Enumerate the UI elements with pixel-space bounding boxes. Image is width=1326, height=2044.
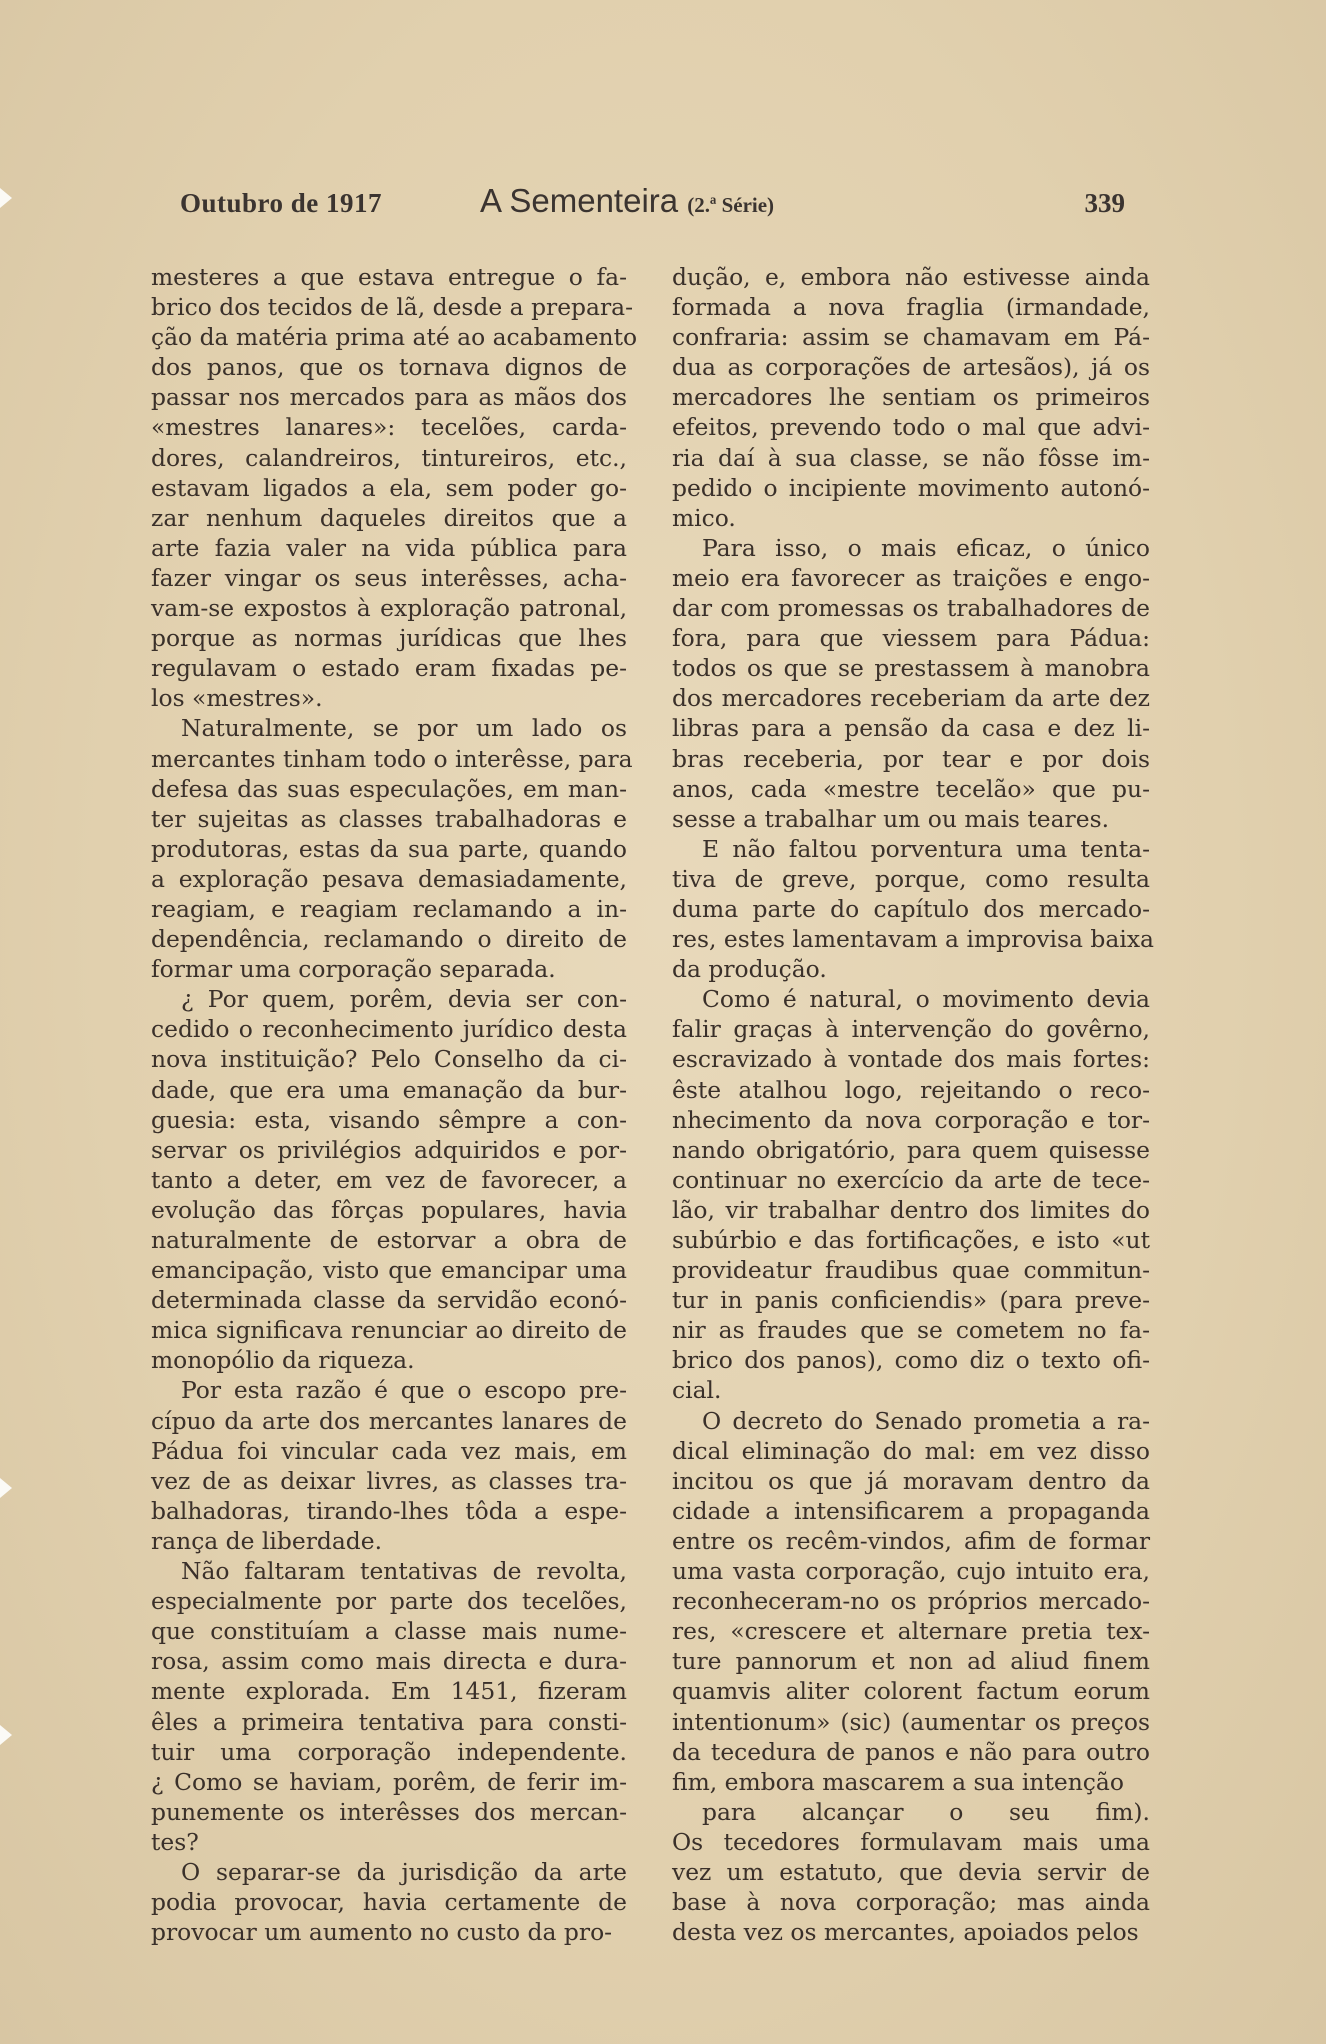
- text-line: Não faltaram tentativas de revolta,: [181, 1557, 627, 1586]
- text-line: ¿ Por quem, porêm, devia ser con-: [181, 985, 627, 1014]
- text-line: duma parte do capítulo dos mercado-: [672, 894, 1150, 923]
- text-line: Os tecedores formulavam mais uma: [672, 1827, 1150, 1856]
- text-line: êles a primeira tentativa para consti-: [151, 1707, 627, 1736]
- text-line: escravizado à vontade dos mais fortes:: [672, 1045, 1150, 1074]
- scan-edge-mark: [0, 1725, 12, 1745]
- text-line: fim, embora mascarem a sua intenção: [672, 1767, 1124, 1796]
- text-line: regulavam o estado eram fixadas pe-: [151, 654, 627, 683]
- text-line: defesa das suas especulações, em man-: [151, 774, 627, 803]
- text-line: nhecimento da nova corporação e tor-: [672, 1105, 1150, 1134]
- text-line: Pádua foi vincular cada vez mais, em: [151, 1436, 627, 1465]
- text-line: libras para a pensão da casa e dez li-: [672, 714, 1150, 743]
- text-line: servar os privilégios adquiridos e por-: [151, 1135, 627, 1164]
- text-line: mica significava renunciar ao direito de: [151, 1316, 627, 1345]
- text-line: cidade a intensificarem a propaganda: [672, 1496, 1150, 1525]
- text-line: emancipação, visto que emancipar uma: [151, 1256, 627, 1285]
- text-line: «mestres lanares»: tecelões, carda-: [151, 413, 627, 442]
- text-line: rosa, assim como mais directa e dura-: [151, 1647, 627, 1676]
- text-line: subúrbio e das fortificações, e isto «ut: [672, 1226, 1150, 1254]
- text-line: quamvis aliter colorent factum eorum: [672, 1677, 1150, 1706]
- page-number: 339: [1084, 188, 1125, 218]
- text-line: falir graças à intervenção do govêrno,: [672, 1015, 1150, 1044]
- text-line: entre os recêm-vindos, afim de formar: [672, 1526, 1150, 1555]
- text-line: dução, e, embora não estivesse ainda: [672, 263, 1150, 291]
- header-date: Outubro de 1917: [180, 188, 383, 218]
- text-line: ¿ Como se haviam, porêm, de ferir im-: [151, 1767, 627, 1796]
- text-line: mesteres a que estava entregue o fa-: [151, 263, 627, 291]
- text-line: podia provocar, havia certamente de: [151, 1888, 627, 1917]
- text-line: continuar no exercício da arte de tece-: [672, 1165, 1150, 1194]
- text-line: ter sujeitas as classes trabalhadoras e: [151, 804, 627, 833]
- text-line: formada a nova fraglia (irmandade,: [672, 293, 1150, 322]
- text-line: passar nos mercados para as mãos dos: [151, 383, 627, 412]
- text-line: anos, cada «mestre tecelão» que pu-: [672, 774, 1150, 803]
- text-line: nova instituição? Pelo Conselho da ci-: [151, 1045, 627, 1074]
- scan-edge-mark: [0, 188, 12, 208]
- text-line: porque as normas jurídicas que lhes: [151, 624, 627, 653]
- text-line: monopólio da riqueza.: [151, 1346, 415, 1375]
- text-line: ture pannorum et non ad aliud finem: [672, 1647, 1150, 1676]
- left-text-column: [151, 262, 638, 1947]
- text-line: dos mercadores receberiam da arte dez: [672, 684, 1150, 713]
- text-line: reagiam, e reagiam reclamando a in-: [151, 894, 627, 923]
- text-line: dua as corporações de artesãos), já os: [672, 353, 1150, 382]
- text-line: desta vez os mercantes, apoiados pelos: [672, 1918, 1139, 1947]
- text-line: res, estes lamentavam a improvisa baixa: [672, 925, 1154, 954]
- text-line: reconheceram-no os próprios mercado-: [672, 1587, 1150, 1616]
- text-line: mico.: [672, 503, 736, 532]
- text-line: êste atalhou logo, rejeitando o reco-: [672, 1075, 1150, 1104]
- text-line: rança de liberdade.: [151, 1526, 383, 1555]
- text-line: bras receberia, por tear e por dois: [672, 744, 1150, 773]
- text-line: brico dos tecidos de lã, desde a prepara-: [151, 293, 634, 322]
- text-line: Como é natural, o movimento devia: [702, 985, 1150, 1014]
- text-line: evolução das fôrças populares, havia: [151, 1195, 627, 1224]
- text-line: meio era favorecer as traições e engo-: [672, 563, 1150, 592]
- text-line: fora, para que viessem para Pádua:: [672, 624, 1150, 653]
- text-line: punemente os interêsses dos mercan-: [151, 1797, 627, 1826]
- text-line: ria daí à sua classe, se não fôsse im-: [672, 443, 1150, 472]
- journal-name: A Sementeira: [480, 182, 679, 219]
- text-line: sesse a trabalhar um ou mais teares.: [672, 804, 1110, 833]
- text-line: a exploração pesava demasiadamente,: [151, 864, 627, 893]
- text-line: tuir uma corporação independente.: [151, 1737, 627, 1766]
- text-line: formar uma corporação separada.: [151, 955, 556, 984]
- text-line: Naturalmente, se por um lado os: [181, 714, 627, 743]
- running-header: [180, 182, 1125, 228]
- text-line: uma vasta corporação, cujo intuito era,: [672, 1557, 1150, 1586]
- text-line: Para isso, o mais eficaz, o único: [702, 533, 1150, 562]
- text-line: especialmente por parte dos tecelões,: [151, 1587, 627, 1616]
- text-line: arte fazia valer na vida pública para: [151, 533, 627, 562]
- text-line: O separar-se da jurisdição da arte: [181, 1857, 627, 1886]
- text-line: mercadores lhe sentiam os primeiros: [672, 383, 1150, 412]
- text-line: determinada classe da servidão econó-: [151, 1286, 627, 1315]
- text-line: para alcançar o seu fim).: [702, 1797, 1150, 1826]
- text-line: incitou os que já moravam dentro da: [672, 1466, 1150, 1495]
- text-line: zar nenhum daqueles direitos que a: [151, 503, 627, 532]
- text-line: produtoras, estas da sua parte, quando: [151, 834, 627, 863]
- text-line: lão, vir trabalhar dentro dos limites do: [672, 1195, 1150, 1224]
- text-line: estavam ligados a ela, sem poder go-: [151, 473, 627, 502]
- text-line: balhadoras, tirando-lhes tôda a espe-: [151, 1496, 627, 1525]
- text-line: tanto a deter, em vez de favorecer, a: [151, 1165, 627, 1194]
- text-line: provideatur fraudibus quae commitun-: [672, 1256, 1150, 1285]
- text-line: cípuo da arte dos mercantes lanares de: [151, 1406, 627, 1435]
- text-line: efeitos, prevendo todo o mal que advi-: [672, 413, 1150, 442]
- text-line: nando obrigatório, para quem quisesse: [672, 1135, 1150, 1164]
- text-line: O decreto do Senado prometia a ra-: [702, 1406, 1150, 1435]
- text-line: res, «crescere et alternare pretia tex-: [672, 1617, 1150, 1646]
- text-line: fazer vingar os seus interêsses, acha-: [151, 563, 627, 592]
- text-line: vez um estatuto, que devia servir de: [672, 1857, 1150, 1886]
- series-label: (2.ª Série): [687, 193, 775, 217]
- text-line: mercantes tinham todo o interêsse, para: [151, 744, 633, 773]
- text-line: base à nova corporação; mas ainda: [672, 1888, 1150, 1917]
- text-line: dade, que era uma emanação da bur-: [151, 1075, 627, 1104]
- text-line: da tecedura de panos e não para outro: [672, 1737, 1150, 1766]
- text-line: vez de as deixar livres, as classes tra-: [151, 1466, 627, 1495]
- text-line: dar com promessas os trabalhadores de: [672, 594, 1150, 623]
- text-line: brico dos panos), como diz o texto ofi-: [672, 1346, 1150, 1375]
- text-line: pedido o incipiente movimento autonó-: [672, 473, 1150, 502]
- text-line: dos panos, que os tornava dignos de: [151, 353, 627, 382]
- header-journal-title: [480, 182, 774, 220]
- text-line: confraria: assim se chamavam em Pá-: [672, 323, 1150, 352]
- text-line: ção da matéria prima até ao acabamento: [151, 323, 638, 352]
- text-line: naturalmente de estorvar a obra de: [151, 1226, 627, 1254]
- text-line: que constituíam a classe mais nume-: [151, 1617, 627, 1646]
- text-line: tur in panis conficiendis» (para preve-: [672, 1286, 1150, 1315]
- text-line: mente explorada. Em 1451, fizeram: [151, 1677, 627, 1706]
- text-line: dical eliminação do mal: em vez disso: [672, 1436, 1150, 1465]
- text-line: todos os que se prestassem à manobra: [672, 654, 1150, 683]
- text-line: tiva de greve, porque, como resulta: [672, 864, 1150, 893]
- text-line: dependência, reclamando o direito de: [151, 925, 627, 954]
- text-line: nir as fraudes que se cometem no fa-: [672, 1316, 1150, 1345]
- text-line: Por esta razão é que o escopo pre-: [181, 1376, 627, 1405]
- text-line: provocar um aumento no custo da pro-: [151, 1918, 613, 1947]
- text-line: cial.: [672, 1376, 722, 1405]
- text-line: intentionum» (sic) (aumentar os preços: [672, 1707, 1150, 1736]
- text-line: dores, calandreiros, tintureiros, etc.,: [151, 443, 627, 472]
- text-line: cedido o reconhecimento jurídico desta: [151, 1015, 627, 1044]
- right-text-column: [672, 262, 1154, 1947]
- text-line: tes?: [151, 1827, 199, 1856]
- text-line: vam-se expostos à exploração patronal,: [151, 594, 627, 623]
- text-line: da produção.: [672, 955, 827, 984]
- text-line: E não faltou porventura uma tenta-: [702, 834, 1150, 863]
- text-line: los «mestres».: [151, 684, 323, 713]
- scan-edge-mark: [0, 1478, 12, 1498]
- text-line: guesia: esta, visando sêmpre a con-: [151, 1105, 627, 1134]
